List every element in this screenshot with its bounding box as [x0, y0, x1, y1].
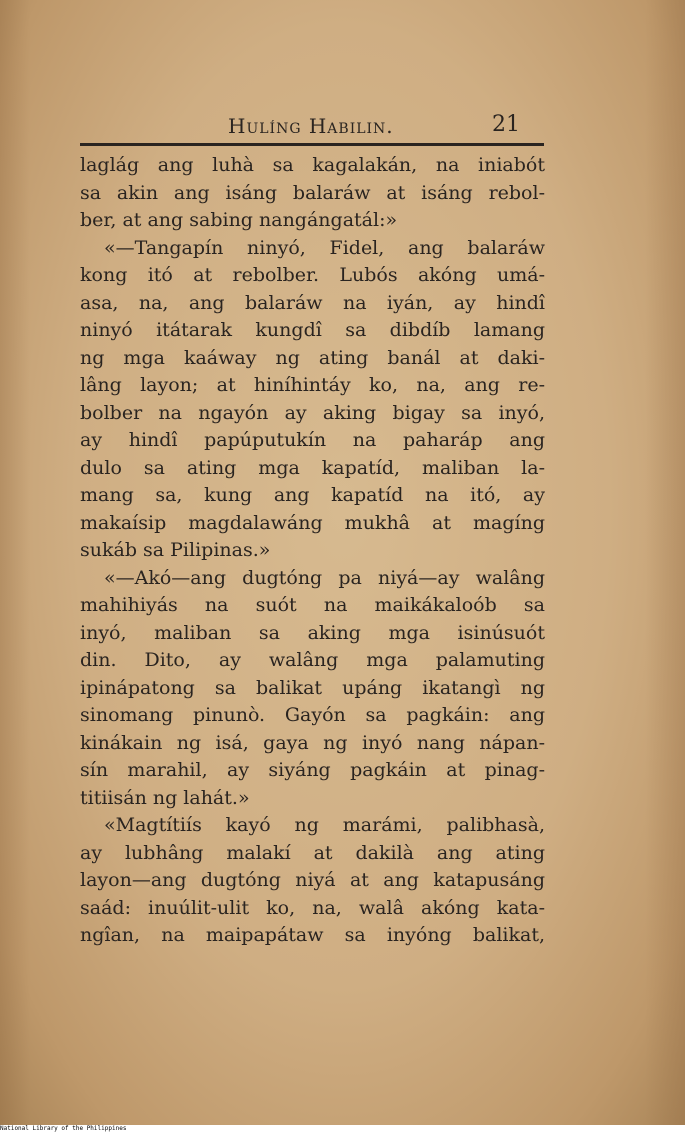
- text-line: titiisán ng lahát.»: [80, 786, 250, 809]
- text-line: bolber na ngayón ay aking bigay sa inyó,: [80, 401, 545, 424]
- page-edge-shadow-right: [645, 0, 685, 1125]
- text-line: «—Tangapín ninyó, Fidel, ang balaráw: [104, 236, 545, 259]
- text-line: saád: inuúlit-ulit ko, na, walâ akóng kata-: [80, 896, 545, 919]
- text-line: makaísip magdalawáng mukhâ at magíng: [80, 511, 545, 534]
- text-line: laglág ang luhà sa kagalakán, na iniabót: [80, 154, 545, 176]
- running-header: [80, 112, 520, 142]
- text-line: kinákain ng isá, gaya ng inyó nang nápan-: [80, 731, 545, 754]
- text-line: sín marahil, ay siyáng pagkáin at pinag-: [80, 759, 545, 781]
- text-line: lâng layon; at hiníhintáy ko, na, ang re-: [80, 374, 545, 396]
- text-line: dulo sa ating mga kapatíd, maliban la-: [80, 456, 545, 479]
- text-line: mang sa, kung ang kapatíd na itó, ay: [80, 484, 545, 506]
- body-text: [80, 152, 545, 950]
- text-line: layon—ang dugtóng niyá at ang katapusáng: [80, 869, 545, 891]
- text-line: ipinápatong sa balikat upáng ikatangì ng: [80, 676, 545, 699]
- text-line: ninyó itátarak kungdî sa dibdíb lamang: [80, 319, 545, 341]
- text-line: ay lubhâng malakí at dakilà ang ating: [80, 841, 545, 864]
- page-number: 21: [492, 112, 520, 137]
- text-line: mahihiyás na suót na maikákaloób sa: [80, 594, 545, 616]
- text-line: sinomang pinunò. Gayón sa pagkáin: ang: [80, 704, 545, 726]
- footer-bar: [0, 1125, 685, 1133]
- text-line: ay hindî papúputukín na paharáp ang: [80, 429, 545, 451]
- text-line: sukáb sa Pilipinas.»: [80, 539, 271, 561]
- text-line: «—Akó—ang dugtóng pa niyá—ay walâng: [104, 566, 545, 589]
- text-line: ng mga kaáway ng ating banál at daki-: [80, 346, 545, 369]
- text-line: asa, na, ang balaráw na iyán, ay hindî: [80, 291, 545, 314]
- page-edge-shadow-left: [0, 0, 30, 1125]
- running-title: Hulíng Habilin.: [228, 114, 394, 138]
- text-line: din. Dito, ay walâng mga palamuting: [80, 649, 545, 671]
- header-rule: [80, 143, 544, 146]
- text-line: ber, at ang sabing nangángatál:»: [80, 209, 398, 231]
- text-line: «Magtítiís kayó ng marámi, palibhasà,: [104, 814, 545, 836]
- library-credit: National Library of the Philippines: [0, 1125, 127, 1132]
- text-line: ngîan, na maipapátaw sa inyóng balikat,: [80, 924, 545, 946]
- text-line: inyó, maliban sa aking mga isinúsuót: [80, 621, 545, 644]
- text-line: sa akin ang isáng balaráw at isáng rebol-: [80, 181, 545, 204]
- text-line: kong itó at rebolber. Lubós akóng umá-: [80, 264, 545, 286]
